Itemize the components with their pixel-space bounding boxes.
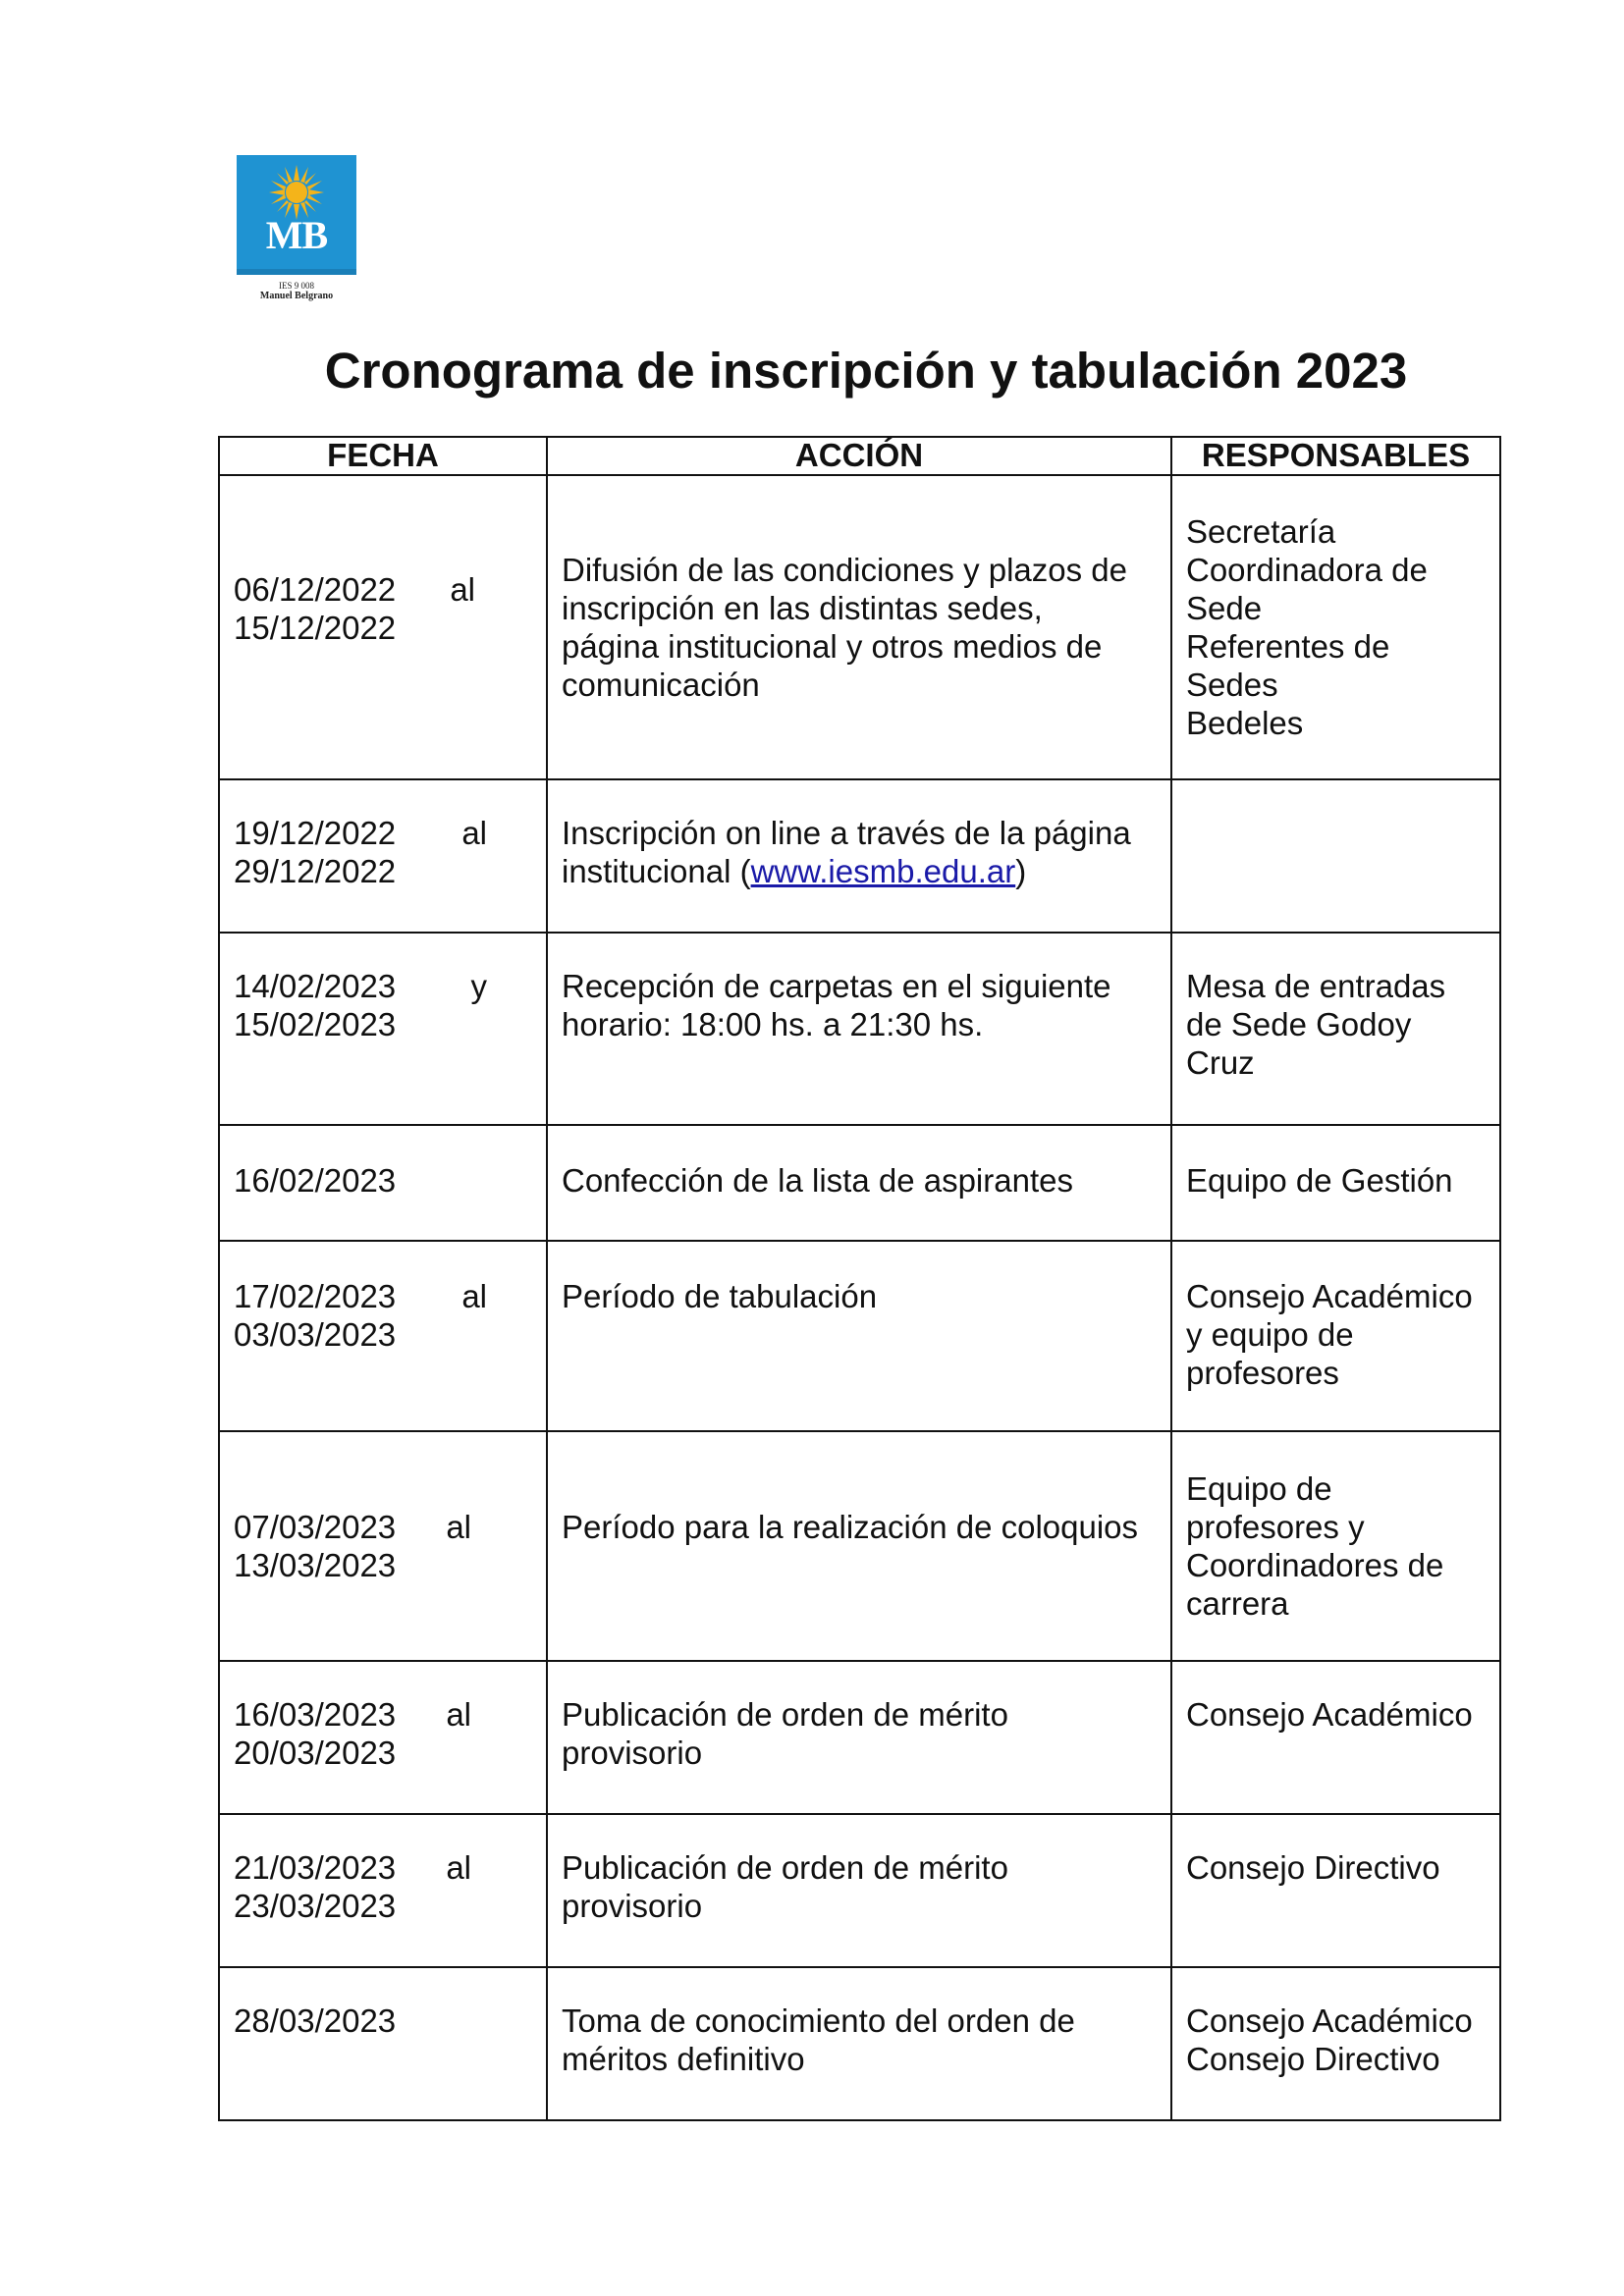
accion-cell	[547, 779, 1171, 933]
table-row	[219, 1814, 1500, 1967]
fecha-start: 07/03/2023	[234, 1509, 397, 1545]
column-header-accion: ACCIÓN	[547, 437, 1171, 475]
fecha-cell	[219, 933, 547, 1125]
logo-name: Manuel Belgrano	[259, 291, 334, 301]
fecha-start: 14/02/2023	[234, 968, 397, 1004]
fecha-end: 20/03/2023	[234, 1735, 397, 1771]
logo-emblem	[237, 155, 356, 275]
fecha-end: 29/12/2022	[234, 853, 397, 889]
responsables-cell: Secretaría Coordinadora de Sede Referentes de Sedes Bedeles	[1171, 475, 1500, 779]
fecha-end: 15/02/2023	[234, 1006, 397, 1042]
accion-cell: Confección de la lista de aspirantes	[547, 1125, 1171, 1241]
fecha-start: 19/12/2022	[234, 815, 397, 851]
fecha-cell	[219, 1125, 547, 1241]
accion-cell: Difusión de las condiciones y plazos de inscripción en las distintas sedes, página institucional y otros medios de comunicación	[547, 475, 1171, 779]
fecha-conj: al	[446, 1509, 471, 1545]
table-row	[219, 1967, 1500, 2120]
responsables-cell: Mesa de entradas de Sede Godoy Cruz	[1171, 933, 1500, 1125]
table-row	[219, 933, 1500, 1125]
fecha-conj: al	[461, 1278, 487, 1314]
table-header-row	[219, 437, 1500, 475]
responsables-cell	[1171, 779, 1500, 933]
responsables-cell: Consejo Académico	[1171, 1661, 1500, 1814]
fecha-start: 28/03/2023	[234, 2002, 397, 2039]
accion-text: Inscripción on line a través de la página institucional (	[562, 815, 1131, 889]
schedule-table	[218, 436, 1501, 2121]
fecha-end: 13/03/2023	[234, 1547, 397, 1583]
table-row	[219, 1661, 1500, 1814]
table-row	[219, 475, 1500, 779]
responsables-cell: Consejo Directivo	[1171, 1814, 1500, 1967]
page-title: Cronograma de inscripción y tabulación 2023	[324, 343, 1408, 399]
table-row	[219, 1431, 1500, 1661]
fecha-start: 06/12/2022	[234, 570, 397, 608]
fecha-end: 15/12/2022	[234, 609, 397, 646]
logo-text: MB	[265, 213, 328, 257]
table-row	[219, 1241, 1500, 1431]
accion-cell: Publicación de orden de mérito provisorio	[547, 1814, 1171, 1967]
accion-cell: Período para la realización de coloquios	[547, 1431, 1171, 1661]
fecha-conj: y	[470, 968, 487, 1004]
fecha-conj: al	[446, 1696, 471, 1733]
table-row	[219, 779, 1500, 933]
fecha-cell	[219, 1431, 547, 1661]
fecha-cell	[219, 779, 547, 933]
column-header-fecha: FECHA	[219, 437, 547, 475]
logo-code: IES 9 008	[279, 281, 314, 291]
accion-text-end: )	[1015, 853, 1027, 889]
responsables-cell: Consejo Académico Consejo Directivo	[1171, 1967, 1500, 2120]
institution-logo	[237, 155, 356, 301]
fecha-start: 21/03/2023	[234, 1849, 397, 1886]
fecha-start: 16/03/2023	[234, 1696, 397, 1733]
column-header-responsables: RESPONSABLES	[1171, 437, 1500, 475]
accion-cell: Período de tabulación	[547, 1241, 1171, 1431]
responsables-cell: Equipo de profesores y Coordinadores de carrera	[1171, 1431, 1500, 1661]
accion-cell: Recepción de carpetas en el siguiente horario: 18:00 hs. a 21:30 hs.	[547, 933, 1171, 1125]
responsables-cell: Equipo de Gestión	[1171, 1125, 1500, 1241]
fecha-end: 03/03/2023	[234, 1316, 397, 1353]
fecha-cell	[219, 1967, 547, 2120]
accion-cell: Publicación de orden de mérito provisorio	[547, 1661, 1171, 1814]
fecha-conj: al	[461, 815, 487, 851]
fecha-conj: al	[450, 570, 475, 608]
fecha-cell	[219, 1661, 547, 1814]
fecha-start: 17/02/2023	[234, 1278, 397, 1314]
fecha-conj: al	[446, 1849, 471, 1886]
responsables-cell: Consejo Académico y equipo de profesores	[1171, 1241, 1500, 1431]
fecha-start: 16/02/2023	[234, 1162, 397, 1199]
fecha-cell	[219, 1814, 547, 1967]
fecha-cell	[219, 475, 547, 779]
accion-cell: Toma de conocimiento del orden de méritos definitivo	[547, 1967, 1171, 2120]
fecha-cell	[219, 1241, 547, 1431]
table-row	[219, 1125, 1500, 1241]
website-link[interactable]: www.iesmb.edu.ar	[750, 853, 1016, 889]
fecha-end: 23/03/2023	[234, 1888, 397, 1924]
